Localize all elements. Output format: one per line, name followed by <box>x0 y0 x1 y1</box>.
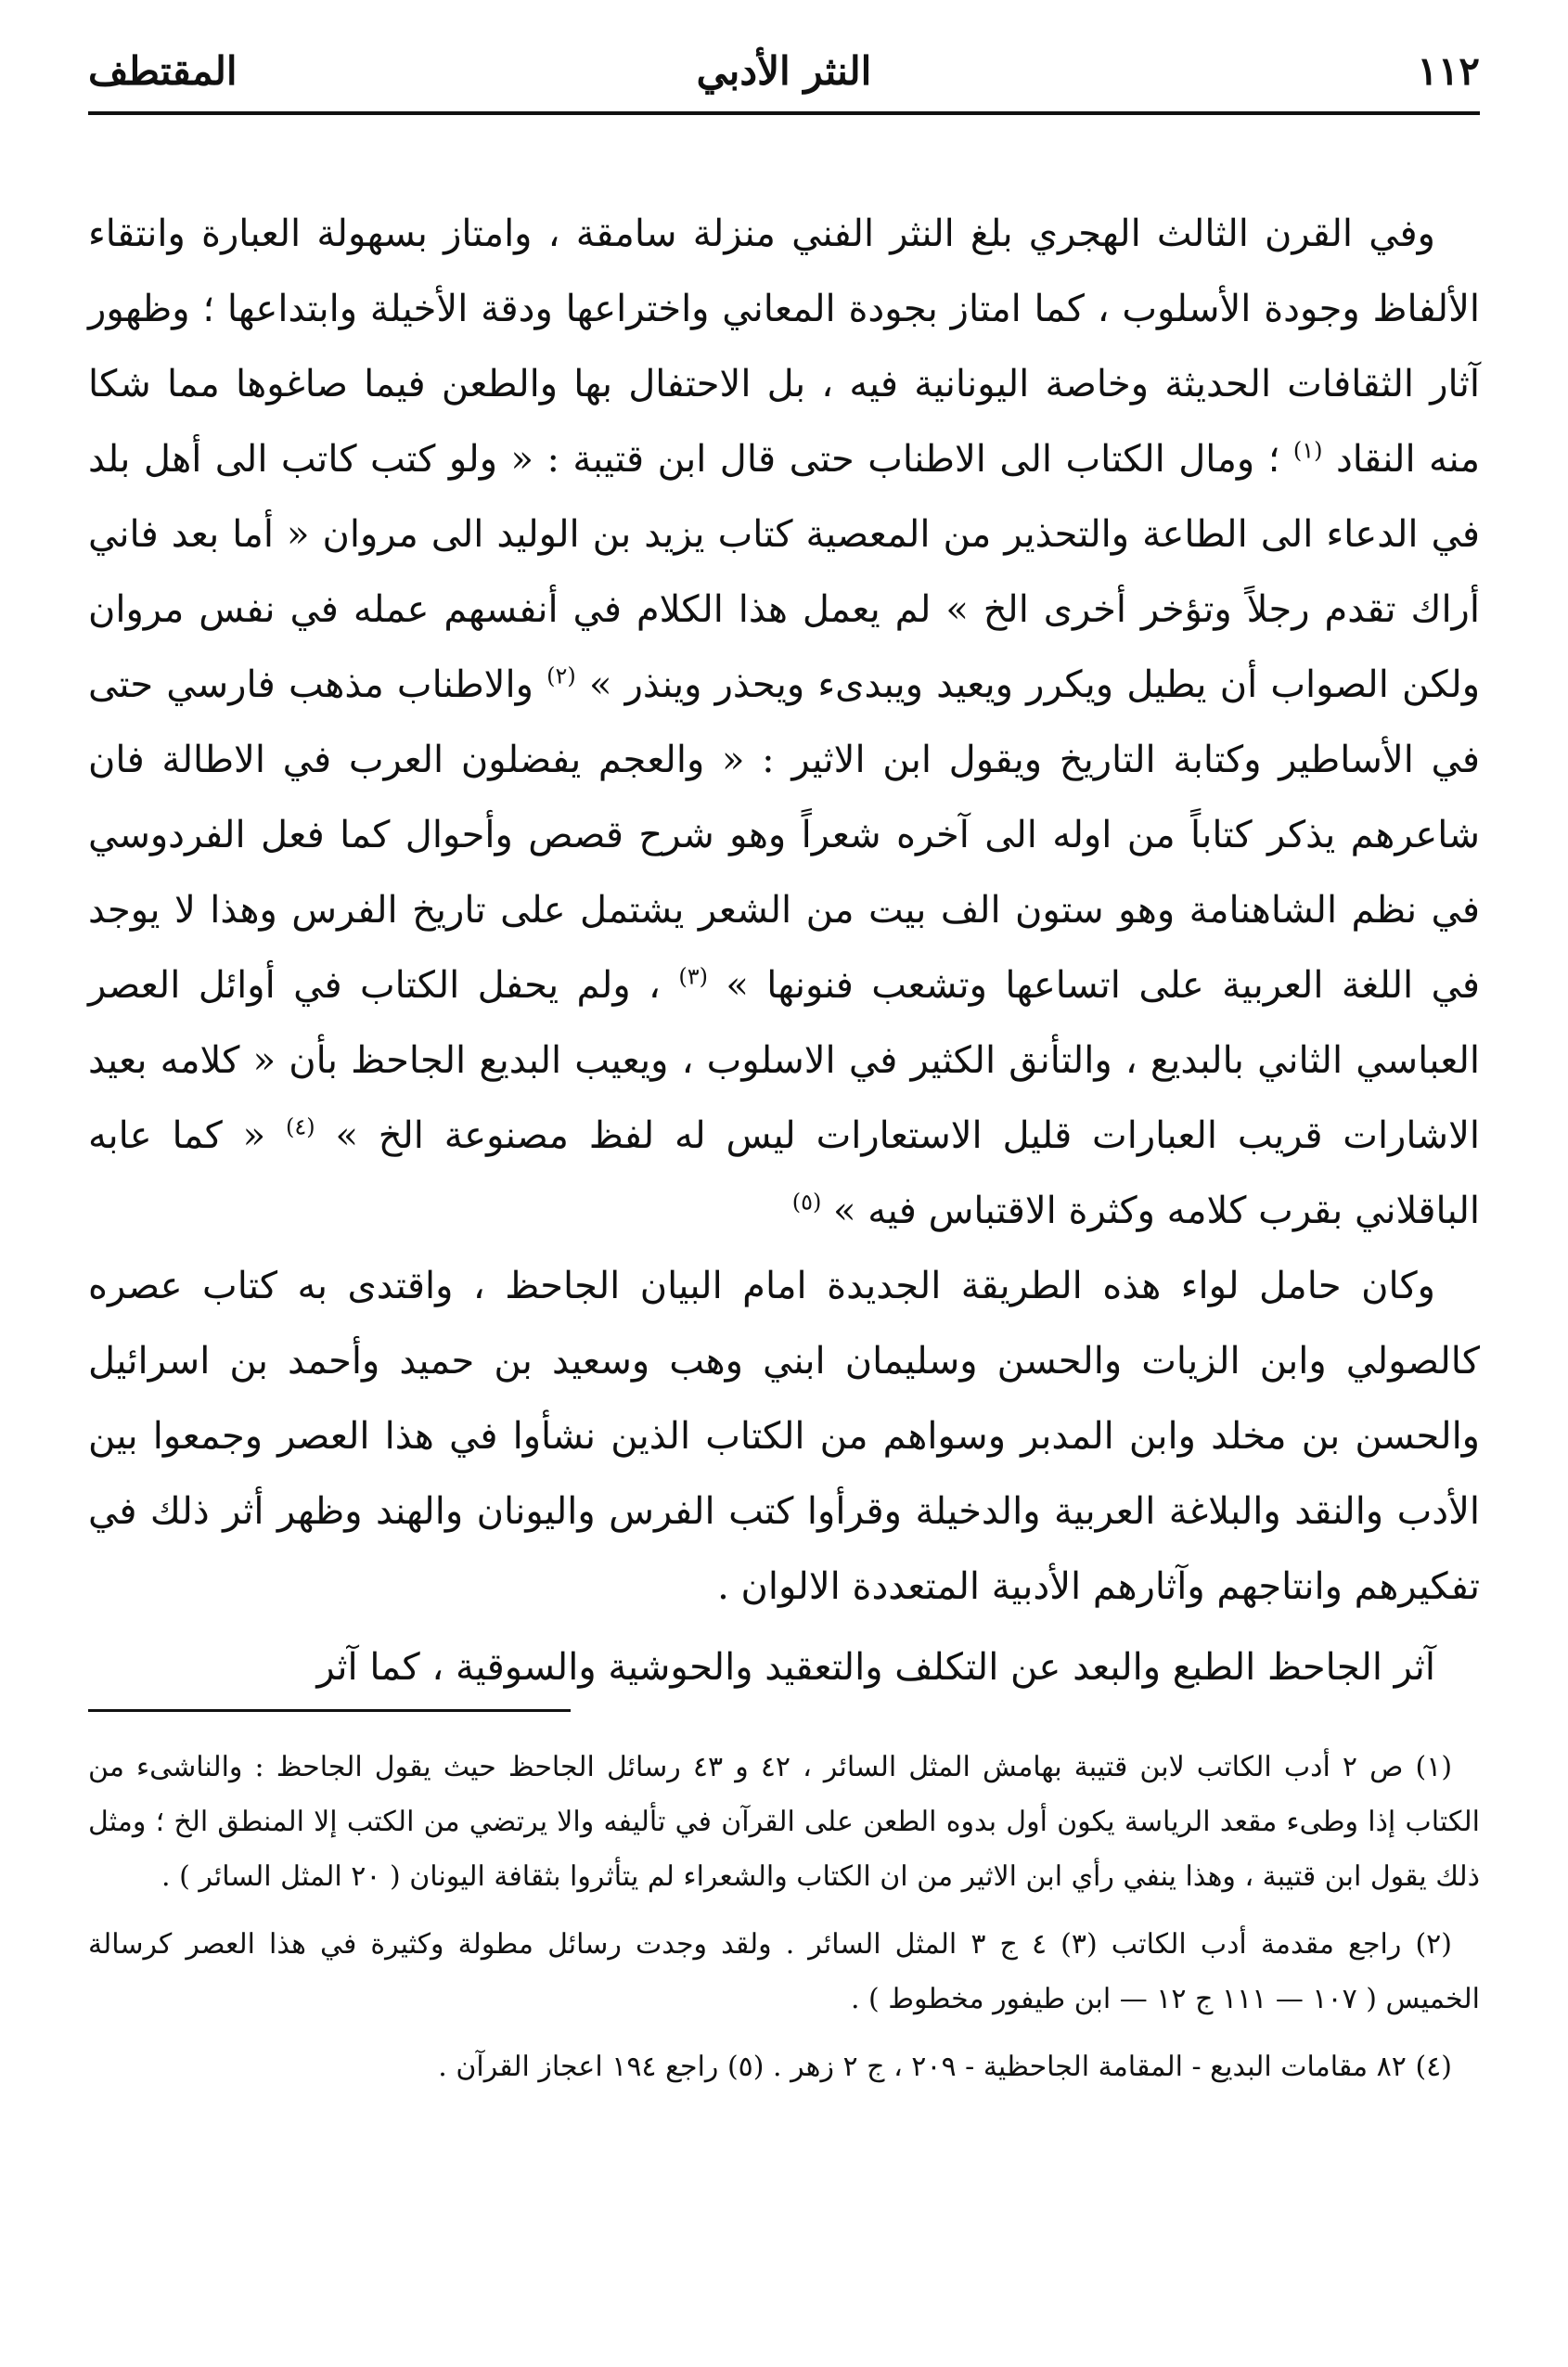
footnote-3: (٤) ٨٢ مقامات البديع - المقامة الجاحظية - ٢٠٩ ، ج ٢ زهر . (٥) راجع ١٩٤ اعجاز القرآن . <box>438 2051 1452 2083</box>
paragraph: آثر الجاحظ الطبع والبعد عن التكلف والتعقيد والحوشية والسوقية ، كما آثر <box>316 1646 1435 1689</box>
footnotes <box>88 1740 1480 2094</box>
footnote-marker: (٢) <box>546 663 576 689</box>
paragraph <box>88 197 1480 1249</box>
footnote-marker: (٤) <box>286 1113 315 1140</box>
footnote-marker: (٣) <box>678 963 708 990</box>
journal-name: المقتطف <box>88 48 238 94</box>
footnote-marker: (٥) <box>791 1189 822 1216</box>
paragraph-text: والاطناب مذهب فارسي حتى في الأساطير وكتابة التاريخ ويقول ابن الاثير : « والعجم يفضلون العرب في الاطالة فان شاعرهم يذكر كتاباً من اوله الى آخره شعراً وهو شرح قصص وأحوال كما فعل الفردوسي في نظم الشاهنامة وهو ستون الف بيت من الشعر يشتمل على تاريخ الفرس وهذا لا يوجد في اللغة العربية على اتساعها وتشعب فنونها » <box>88 663 1480 1007</box>
footnote-rule <box>88 1709 571 1712</box>
paragraph-text: وفي القرن الثالث الهجري بلغ النثر الفني منزلة سامقة ، وامتاز بسهولة العبارة وانتقاء الألفاظ وجودة الأسلوب ، كما امتاز بجودة المعاني واختراعها ودقة الأخيلة وابتداعها ؛ وظهور آثار الثقافات الحديثة وخاصة اليونانية فيه ، بل الاحتفال بها والطعن فيما صاغوها مما شكا منه النقاد <box>88 212 1480 481</box>
footnote-1: (١) ص ٢ أدب الكاتب لابن قتيبة بهامش المثل السائر ، ٤٢ و ٤٣ رسائل الجاحظ حيث يقول الجاحظ : والناشىء من الكتاب إذا وطىء مقعد الرياسة يكون أول بدوه الطعن على القرآن في تأليفه والا يرتضي من الكتب إلا المنطق الخ ؛ ومثل ذلك يقول ابن قتيبة ، وهذا ينفي رأي ابن الاثير من ان الكتاب والشعراء لم يتأثروا بثقافة اليونان ( ٢٠ المثل السائر ) . <box>88 1751 1480 1893</box>
document-page <box>88 37 1480 2338</box>
running-header <box>88 37 1480 115</box>
body-text <box>88 197 1480 1705</box>
footnote-marker: (١) <box>1292 437 1323 464</box>
section-title: النثر الأدبي <box>696 48 872 94</box>
paragraph-text: « كما عابه الباقلاني بقرب كلامه وكثرة الاقتباس فيه » <box>88 1114 1480 1232</box>
page-number: ١١٢ <box>1417 48 1480 94</box>
paragraph: وكان حامل لواء هذه الطريقة الجديدة امام البيان الجاحظ ، واقتدى به كتاب عصره كالصولي وابن الزيات والحسن وسليمان ابني وهب وسعيد بن حميد وأحمد بن اسرائيل والحسن بن مخلد وابن المدبر وسواهم من الكتاب الذين نشأوا في هذا العصر وجمعوا بين الأدب والنقد والبلاغة العربية والدخيلة وقرأوا كتب الفرس واليونان والهند وظهر أثر ذلك في تفكيرهم وانتاجهم وآثارهم الأدبية المتعددة الالوان . <box>88 1265 1480 1608</box>
footnote-2: (٢) راجع مقدمة أدب الكاتب (٣) ٤ ج ٣ المثل السائر . ولقد وجدت رسائل مطولة وكثيرة في هذا العصر كرسالة الخميس ( ١٠٧ — ١١١ ج ١٢ — ابن طيفور مخطوط ) . <box>88 1928 1480 2015</box>
paragraph-text: ، ولم يحفل الكتاب في أوائل العصر العباسي الثاني بالبديع ، والتأنق الكثير في الاسلوب ، ويعيب البديع الجاحظ بأن « كلامه بعيد الاشارات قريب العبارات قليل الاستعارات ليس له لفظ مصنوعة الخ » <box>88 964 1481 1157</box>
paragraph-text: ؛ ومال الكتاب الى الاطناب حتى قال ابن قتيبة : « ولو كتب كاتب الى أهل بلد في الدعاء الى الطاعة والتحذير من المعصية كتاب يزيد بن الوليد الى مروان « أما بعد فاني أراك تقدم رجلاً وتؤخر أخرى الخ » لم يعمل هذا الكلام في أنفسهم عمله في نفس مروان ولكن الصواب أن يطيل ويكرر ويعيد ويبدىء ويحذر وينذر » <box>88 438 1481 706</box>
